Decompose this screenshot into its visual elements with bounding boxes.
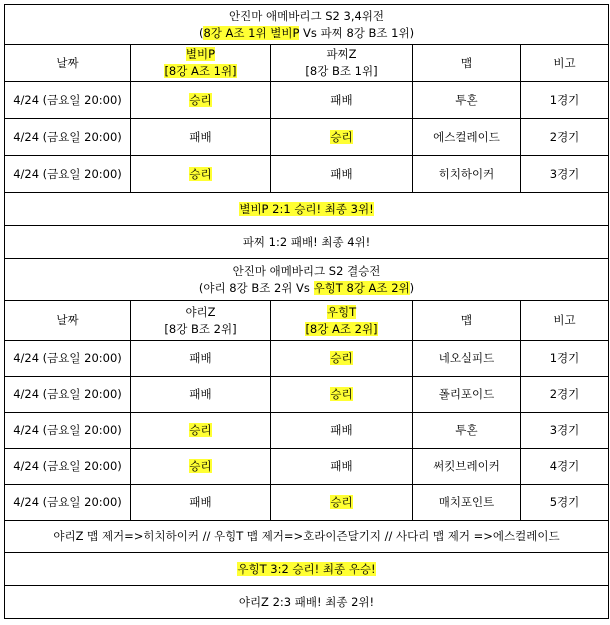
match1-result-loser: 파찌 1:2 패배! 최종 4위! xyxy=(5,226,609,259)
player2-result: 승리 xyxy=(330,129,353,144)
header-player2 xyxy=(271,45,413,82)
header-map: 맵 xyxy=(413,45,521,82)
game-map: 히치하이커 xyxy=(438,166,495,181)
player2-group: [8강 B조 1위] xyxy=(305,64,378,78)
header-date: 날짜 xyxy=(5,301,131,341)
match2-result-winner: 우힝T 3:2 승리! 최종 우승! xyxy=(237,561,376,576)
match2-title-cell xyxy=(5,259,609,301)
game-date: 4/24 (금요일 20:00) xyxy=(13,459,122,473)
player1-name: 별비P xyxy=(185,47,216,61)
game-row xyxy=(5,485,609,521)
game-map: 네오실피드 xyxy=(438,351,495,365)
game-map: 매치포인트 xyxy=(438,495,495,509)
match1-subtitle: (8강 A조 1위 별비P Vs 파찌 8강 B조 1위) xyxy=(198,25,415,40)
match1-winner-row xyxy=(5,193,609,226)
game-row xyxy=(5,156,609,193)
header-player2 xyxy=(271,301,413,341)
match2-table xyxy=(4,258,609,619)
match1-result-winner: 별비P 2:1 승리! 최종 3위! xyxy=(239,201,374,216)
header-player1 xyxy=(131,45,271,82)
match1-subtitle-highlight: 8강 A조 1위 별비P xyxy=(203,25,300,40)
match2-subtitle: (야리 8강 B조 2위 Vs 우힝T 8강 A조 2위) xyxy=(198,280,415,295)
header-note: 비고 xyxy=(521,301,609,341)
player2-result: 패배 xyxy=(330,166,353,181)
match1-header-row xyxy=(5,45,609,82)
header-date: 날짜 xyxy=(5,45,131,82)
match1-table xyxy=(4,4,609,259)
match1-title-row xyxy=(5,5,609,45)
player1-name: 야리Z xyxy=(185,304,216,319)
player2-result: 승리 xyxy=(330,495,353,509)
game-date: 4/24 (금요일 20:00) xyxy=(13,92,122,107)
game-row xyxy=(5,413,609,449)
game-number: 1경기 xyxy=(549,351,580,365)
player2-result: 패배 xyxy=(330,459,353,473)
player1-result: 승리 xyxy=(189,459,212,473)
game-date: 4/24 (금요일 20:00) xyxy=(13,495,122,509)
match1-loser-row xyxy=(5,226,609,259)
game-number: 2경기 xyxy=(549,387,580,401)
player1-group: [8강 A조 1위] xyxy=(164,64,237,78)
game-date: 4/24 (금요일 20:00) xyxy=(13,166,122,181)
game-number: 4경기 xyxy=(549,459,580,473)
game-map: 투혼 xyxy=(455,423,478,437)
game-map: 써킷브레이커 xyxy=(433,459,500,473)
game-number: 3경기 xyxy=(549,423,580,437)
player1-result: 패배 xyxy=(189,495,212,509)
player2-result: 승리 xyxy=(330,351,353,365)
header-note: 비고 xyxy=(521,45,609,82)
match2-result-loser: 야리Z 2:3 패배! 최종 2위! xyxy=(5,586,609,619)
player1-result: 패배 xyxy=(189,387,212,401)
game-map: 폴리포이드 xyxy=(438,387,495,401)
game-row xyxy=(5,341,609,377)
player2-name: 우힝T xyxy=(326,304,357,319)
player1-result: 승리 xyxy=(189,92,212,107)
match2-games xyxy=(5,341,609,521)
header-map: 맵 xyxy=(413,301,521,341)
player1-result: 승리 xyxy=(189,423,212,437)
player2-group: [8강 A조 2위] xyxy=(305,321,378,336)
player2-result: 패배 xyxy=(330,423,353,437)
match1-title: 안진마 애메바리그 S2 3,4위전 xyxy=(229,8,385,23)
game-row xyxy=(5,449,609,485)
game-date: 4/24 (금요일 20:00) xyxy=(13,351,122,365)
game-map: 투혼 xyxy=(455,92,478,107)
game-number: 2경기 xyxy=(549,129,580,144)
game-date: 4/24 (금요일 20:00) xyxy=(13,387,122,401)
game-number: 1경기 xyxy=(549,92,580,107)
game-map: 에스컬레이드 xyxy=(433,129,500,144)
player1-group: [8강 B조 2위] xyxy=(164,321,237,336)
match2-loser-row xyxy=(5,586,609,619)
game-date: 4/24 (금요일 20:00) xyxy=(13,423,122,437)
game-number: 3경기 xyxy=(549,166,580,181)
game-number: 5경기 xyxy=(549,495,580,509)
match2-title-row xyxy=(5,259,609,301)
header-player1 xyxy=(131,301,271,341)
game-date: 4/24 (금요일 20:00) xyxy=(13,129,122,144)
match2-map-removal-row xyxy=(5,521,609,553)
player1-result: 승리 xyxy=(189,166,212,181)
match2-map-removals: 야리Z 맵 제거=>히치하이커 // 우힝T 맵 제거=>호라이즌달기지 // 사다리 맵 제거 =>에스컬레이드 xyxy=(5,521,609,553)
match2-winner-row xyxy=(5,553,609,586)
player1-result: 패배 xyxy=(189,351,212,365)
player2-name: 파찌Z xyxy=(326,47,357,61)
match1-games xyxy=(5,82,609,193)
player2-result: 패배 xyxy=(330,92,353,107)
match2-header-row xyxy=(5,301,609,341)
game-row xyxy=(5,119,609,156)
player1-result: 패배 xyxy=(189,129,212,144)
game-row xyxy=(5,82,609,119)
player2-result: 승리 xyxy=(330,387,353,401)
match2-subtitle-highlight: 우힝T 8강 A조 2위 xyxy=(313,280,410,295)
match2-title: 안진마 애메바리그 S2 결승전 xyxy=(232,263,381,278)
match1-title-cell xyxy=(5,5,609,45)
game-row xyxy=(5,377,609,413)
